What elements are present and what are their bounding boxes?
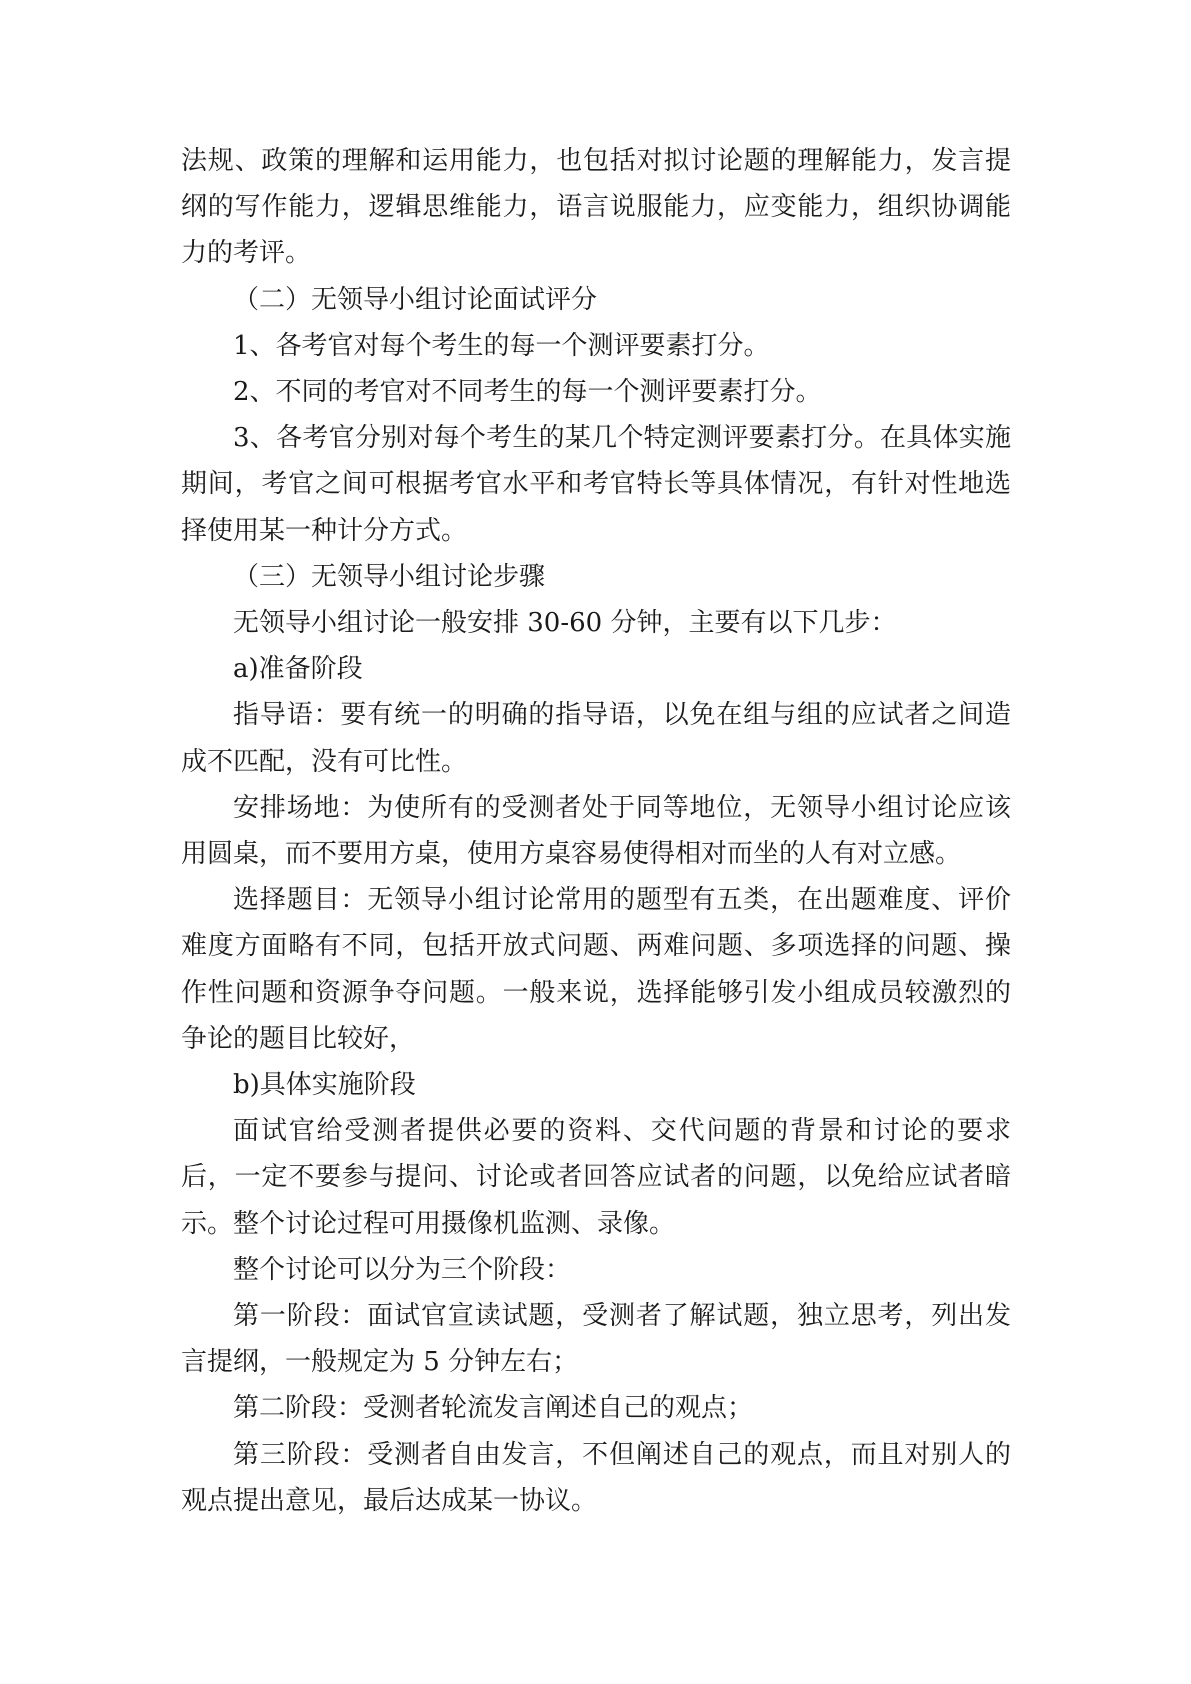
section-heading-steps: （三）无领导小组讨论步骤 — [233, 561, 546, 592]
phase-2-paragraph: 第二阶段：受测者轮流发言阐述自己的观点； — [233, 1393, 754, 1424]
stage-b-heading: b)具体实施阶段 — [233, 1070, 416, 1101]
venue-paragraph: 安排场地：为使所有的受测者处于同等地位，无领导小组讨论应该用圆桌，而不要用方桌，使用方桌容易使得相对而坐的人有对立感。 — [181, 792, 1011, 870]
section-heading-scoring: （二）无领导小组讨论面试评分 — [233, 284, 598, 315]
implementation-paragraph: 面试官给受测者提供必要的资料、交代问题的背景和讨论的要求后，一定不要参与提问、讨论或者回答应试者的问题，以免给应试者暗示。整个讨论过程可用摄像机监测、录像。 — [181, 1116, 1011, 1239]
topic-selection-paragraph: 选择题目：无领导小组讨论常用的题型有五类，在出题难度、评价难度方面略有不同，包括开放式问题、两难问题、多项选择的问题、操作性问题和资源争夺问题。一般来说，选择能够引发小组成员较激烈的争论的题目比较好， — [181, 885, 1011, 1054]
instructions-paragraph: 指导语：要有统一的明确的指导语，以免在组与组的应试者之间造成不匹配，没有可比性。 — [181, 700, 1011, 777]
scoring-item-1: 1、各考官对每个考生的每一个测评要素打分。 — [233, 330, 770, 361]
paragraph-continued: 法规、政策的理解和运用能力，也包括对拟讨论题的理解能力，发言提纲的写作能力，逻辑思维能力，语言说服能力，应变能力，组织协调能力的考评。 — [181, 146, 1011, 269]
scoring-item-3: 3、各考官分别对每个考生的某几个特定测评要素打分。在具体实施期间，考官之间可根据考官水平和考官特长等具体情况，有针对性地选择使用某一种计分方式。 — [181, 423, 1011, 546]
phase-3-paragraph: 第三阶段：受测者自由发言，不但阐述自己的观点，而且对别人的观点提出意见，最后达成某一协议。 — [181, 1439, 1011, 1516]
steps-intro: 无领导小组讨论一般安排 30-60 分钟，主要有以下几步： — [233, 608, 897, 639]
document-body — [181, 138, 1011, 1524]
three-phases-intro: 整个讨论可以分为三个阶段： — [233, 1254, 572, 1285]
phase-1-paragraph: 第一阶段：面试官宣读试题，受测者了解试题，独立思考，列出发言提纲，一般规定为 5 分钟左右； — [181, 1301, 1011, 1378]
stage-a-heading: a)准备阶段 — [233, 654, 363, 685]
scoring-item-2: 2、不同的考官对不同考生的每一个测评要素打分。 — [233, 377, 822, 408]
